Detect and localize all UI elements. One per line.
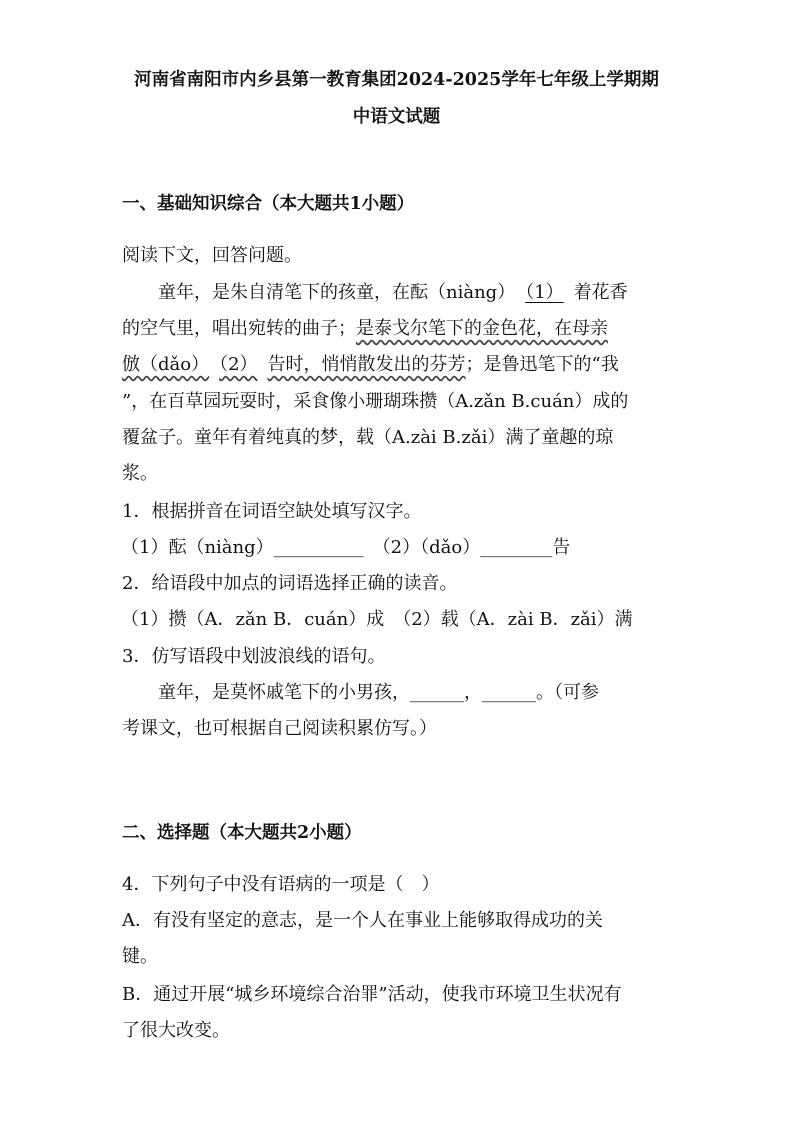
exam-title-line1: 河南省南阳市内乡县第一教育集团2024-2025学年七年级上学期期 (134, 70, 659, 90)
q1-answer-row: （1）酝（niàng）__________ （2）（dǎo）________告 (121, 537, 571, 558)
q2-stem: 2．给语段中加点的词语选择正确的读音。 (122, 573, 458, 594)
q4-option-a-line1: A．有没有坚定的意志，是一个人在事业上能够取得成功的关 (122, 910, 603, 931)
wavy-sentence: 倣（dǎo） (122, 354, 210, 375)
q4-option-a-line2: 键。 (122, 946, 158, 967)
q1-stem: 1．根据拼音在词语空缺处填写汉字。 (122, 501, 422, 522)
q4-option-b-line1: B．通过开展“城乡环境综合治罪”活动，使我市环境卫生状况有 (122, 984, 622, 1005)
q3-row-1: 童年，是莫怀戚笔下的小男孩，______，______。（可参 (158, 682, 599, 703)
passage-text: 童年，是朱自清笔下的孩童，在酝（niàng） (158, 282, 516, 303)
q4-stem: 4．下列句子中没有语病的一项是（ ） (122, 874, 440, 895)
blank-1: （1） (525, 282, 564, 303)
section2-heading: 二、选择题（本大题共2小题） (122, 823, 362, 843)
passage-line-6: 浆。 (122, 463, 158, 484)
passage-text: ；是鲁迅笔下的“我 (465, 354, 619, 375)
q3-row-2: 考课文，也可根据自己阅读积累仿写。） (122, 718, 437, 739)
blank-2: （2） (219, 354, 258, 375)
passage-line-5: 覆盆子。童年有着纯真的梦，载（A.zài B.zǎi）满了童趣的琼 (122, 427, 614, 448)
passage-line-4: ”，在百草园玩耍时，采食像小珊瑚珠攒（A.zǎn B.cuán）成的 (122, 391, 629, 412)
passage-line-3 (122, 354, 619, 376)
passage-text: 的空气里，唱出宛转的曲子； (122, 318, 356, 339)
q2-answer-row: （1）攒（A．zǎn B．cuán）成 （2）载（A．zài B．zǎi）满 (121, 609, 633, 630)
wavy-sentence: 是泰戈尔笔下的金色花，在母亲 (356, 318, 608, 339)
q3-stem: 3．仿写语段中划波浪线的语句。 (122, 646, 386, 667)
passage-line-1 (158, 282, 628, 304)
passage-line-2 (122, 318, 608, 340)
exam-title-line2: 中语文试题 (352, 107, 441, 127)
q4-option-b-line2: 了很大改变。 (122, 1020, 230, 1041)
passage-text: 着花香 (573, 282, 628, 303)
wavy-sentence: 告时，悄悄散发出的芬芳 (267, 354, 466, 375)
section1-instruction: 阅读下文，回答问题。 (122, 245, 302, 266)
section1-heading: 一、基础知识综合（本大题共1小题） (122, 194, 415, 214)
